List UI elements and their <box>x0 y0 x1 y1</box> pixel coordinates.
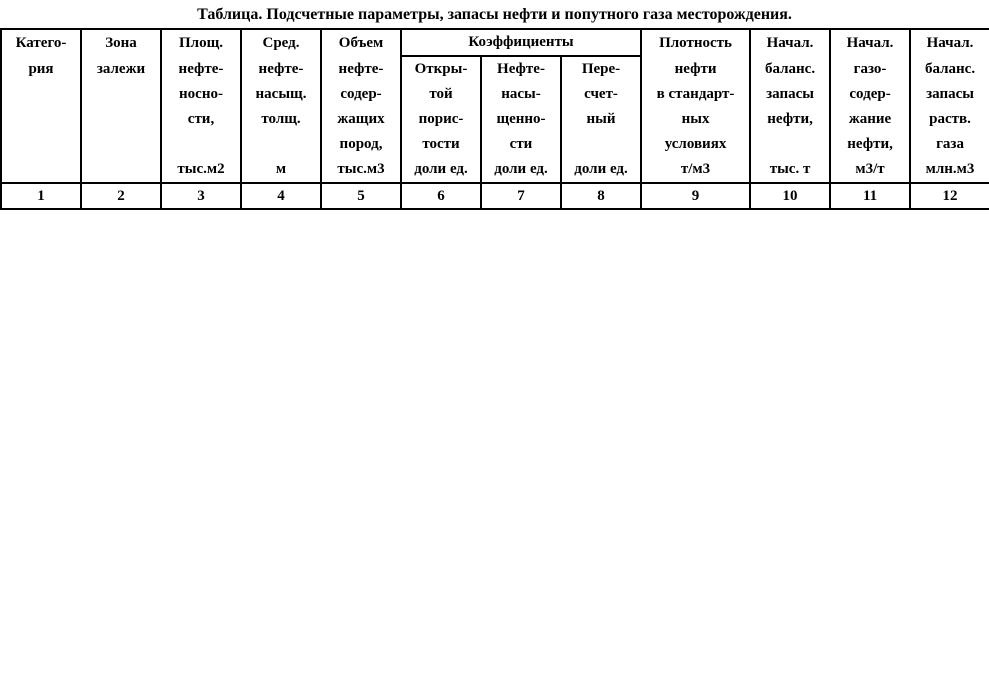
header-cell: Сред. <box>241 29 321 56</box>
header-cell: рия <box>1 56 81 82</box>
header-cell: Начал. <box>750 29 830 56</box>
unit-cell: тыс.м3 <box>321 157 401 183</box>
unit-cell: м <box>241 157 321 183</box>
header-cell <box>1 107 81 132</box>
header-cell: запасы <box>910 82 989 107</box>
unit-cell: доли ед. <box>561 157 641 183</box>
header-cell: счет- <box>561 82 641 107</box>
header-cell <box>81 157 161 183</box>
header-cell: содер- <box>830 82 910 107</box>
header-cell <box>1 132 81 157</box>
header-cell: Зона <box>81 29 161 56</box>
column-number: 3 <box>161 183 241 209</box>
header-cell: нефти <box>641 56 750 82</box>
header-cell: содер- <box>321 82 401 107</box>
header-row <box>1 107 989 132</box>
header-cell <box>81 132 161 157</box>
unit-cell: доли ед. <box>401 157 481 183</box>
column-number: 9 <box>641 183 750 209</box>
header-cell: Нефте- <box>481 56 561 82</box>
header-cell: залежи <box>81 56 161 82</box>
reserves-table <box>0 28 989 210</box>
header-cell <box>161 132 241 157</box>
header-cell: баланс. <box>750 56 830 82</box>
column-number: 2 <box>81 183 161 209</box>
header-cell: нефти, <box>750 107 830 132</box>
header-cell: Пере- <box>561 56 641 82</box>
header-cell: Катего- <box>1 29 81 56</box>
header-cell: носно- <box>161 82 241 107</box>
column-number: 4 <box>241 183 321 209</box>
header-cell: баланс. <box>910 56 989 82</box>
header-cell: ных <box>641 107 750 132</box>
header-row <box>1 29 989 56</box>
header-cell: в стандарт- <box>641 82 750 107</box>
header-cell: тости <box>401 132 481 157</box>
header-cell: нефте- <box>161 56 241 82</box>
header-cell: Откры- <box>401 56 481 82</box>
table-title: Таблица. Подсчетные параметры, запасы нефти и попутного газа месторождения. <box>197 6 792 23</box>
unit-cell: доли ед. <box>481 157 561 183</box>
column-number: 6 <box>401 183 481 209</box>
unit-cell: м3/т <box>830 157 910 183</box>
header-cell: насыщ. <box>241 82 321 107</box>
header-cell: Объем <box>321 29 401 56</box>
unit-cell: тыс. т <box>750 157 830 183</box>
header-cell: щенно- <box>481 107 561 132</box>
header-cell <box>1 82 81 107</box>
header-cell: толщ. <box>241 107 321 132</box>
column-number: 1 <box>1 183 81 209</box>
header-cell <box>561 132 641 157</box>
header-cell <box>241 132 321 157</box>
header-cell: жание <box>830 107 910 132</box>
header-cell: запасы <box>750 82 830 107</box>
header-row <box>1 56 989 82</box>
header-cell: пород, <box>321 132 401 157</box>
header-cell: нефте- <box>241 56 321 82</box>
header-cell: нефти, <box>830 132 910 157</box>
header-row <box>1 82 989 107</box>
header-cell: раств. <box>910 107 989 132</box>
header-cell <box>81 107 161 132</box>
column-number: 7 <box>481 183 561 209</box>
header-cell: Плотность <box>641 29 750 56</box>
header-cell <box>81 82 161 107</box>
header-cell <box>1 157 81 183</box>
header-cell: порис- <box>401 107 481 132</box>
header-cell: газо- <box>830 56 910 82</box>
header-cell: сти, <box>161 107 241 132</box>
header-cell: Начал. <box>910 29 989 56</box>
header-cell: нефте- <box>321 56 401 82</box>
unit-cell: тыс.м2 <box>161 157 241 183</box>
coefficients-group-header: Коэффициенты <box>401 29 641 56</box>
column-number: 11 <box>830 183 910 209</box>
header-row <box>1 132 989 157</box>
header-cell: жащих <box>321 107 401 132</box>
header-cell: Начал. <box>830 29 910 56</box>
column-number: 5 <box>321 183 401 209</box>
header-cell <box>750 132 830 157</box>
header-cell: Площ. <box>161 29 241 56</box>
column-number-row <box>1 183 989 209</box>
header-cell: насы- <box>481 82 561 107</box>
column-number: 10 <box>750 183 830 209</box>
unit-cell: т/м3 <box>641 157 750 183</box>
header-cell: условиях <box>641 132 750 157</box>
column-number: 8 <box>561 183 641 209</box>
unit-cell: млн.м3 <box>910 157 989 183</box>
header-cell: ный <box>561 107 641 132</box>
column-number: 12 <box>910 183 989 209</box>
header-cell: газа <box>910 132 989 157</box>
header-cell: той <box>401 82 481 107</box>
header-cell: сти <box>481 132 561 157</box>
units-row <box>1 157 989 183</box>
